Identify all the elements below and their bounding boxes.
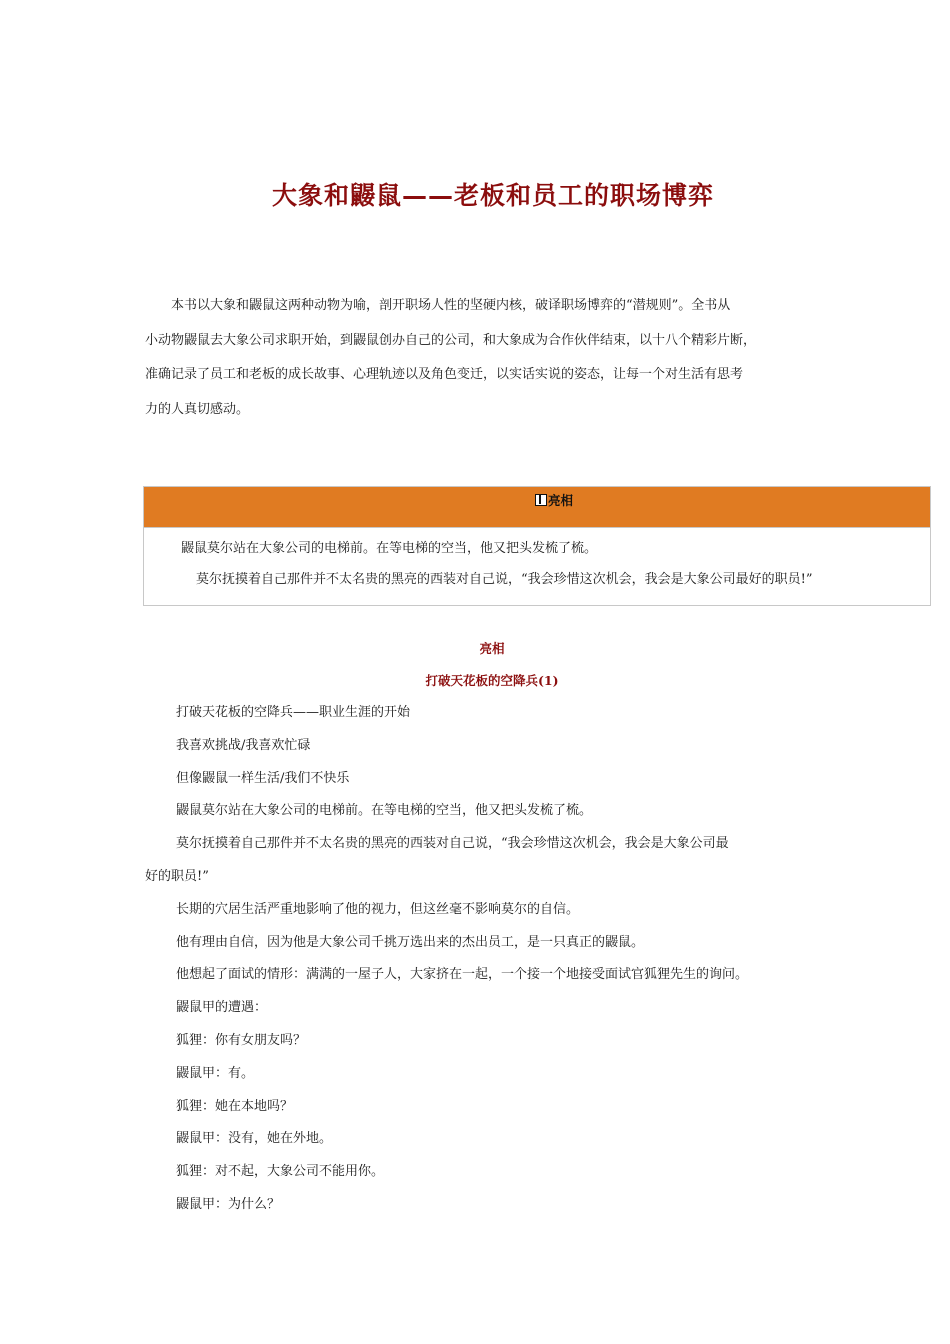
excerpt-box: [143, 486, 931, 606]
body-line: 好的职员!”: [145, 868, 209, 884]
body-line: 莫尔抚摸着自己那件并不太名贵的黑亮的西装对自己说，“我会珍惜这次机会，我会是大象公司最: [176, 836, 729, 852]
excerpt-line: 莫尔抚摸着自己那件并不太名贵的黑亮的西装对自己说，“我会珍惜这次机会，我会是大象公司最好的职员!”: [196, 572, 813, 587]
body-line: 他想起了面试的情形：满满的一屋子人，大家挤在一起，一个接一个地接受面试官狐狸先生的询问。: [176, 967, 749, 983]
body-line: 鼹鼠甲：有。: [176, 1065, 255, 1081]
section-heading: 亮相: [479, 641, 505, 656]
body-line: 狐狸：对不起，大象公司不能用你。: [176, 1164, 385, 1180]
body-text: [145, 697, 835, 1222]
intro-line: 小动物鼹鼠去大象公司求职开始，到鼹鼠创办自己的公司，和大象成为合作伙伴结束，以十八个精彩片断，: [145, 332, 757, 348]
body-line: 长期的穴居生活严重地影响了他的视力，但这丝毫不影响莫尔的自信。: [176, 901, 580, 917]
excerpt-box-header: [144, 487, 930, 528]
chapter-heading: 打破天花板的空降兵(1): [425, 673, 559, 688]
excerpt-box-title: [535, 491, 573, 509]
page-title: 大象和鼹鼠——老板和员工的职场博弈: [271, 181, 714, 210]
body-line: 我喜欢挑战/我喜欢忙碌: [176, 737, 311, 753]
excerpt-line: 鼹鼠莫尔站在大象公司的电梯前。在等电梯的空当，他又把头发梳了梳。: [181, 541, 598, 556]
body-line: 狐狸：你有女朋友吗？: [176, 1032, 307, 1048]
excerpt-box-body: [144, 528, 930, 595]
book-icon: [535, 494, 547, 506]
intro-paragraph: [145, 289, 835, 427]
body-line: 但像鼹鼠一样生活/我们不快乐: [176, 770, 350, 786]
body-line: 鼹鼠甲：为什么？: [176, 1196, 281, 1212]
body-line: 鼹鼠莫尔站在大象公司的电梯前。在等电梯的空当，他又把头发梳了梳。: [176, 803, 593, 819]
intro-line: 力的人真切感动。: [145, 401, 250, 417]
excerpt-box-title-text: 亮相: [548, 493, 574, 508]
body-line: 狐狸：她在本地吗？: [176, 1098, 294, 1114]
intro-line: 本书以大象和鼹鼠这两种动物为喻，剖开职场人性的坚硬内核，破译职场博弈的“潜规则”。全书从: [171, 298, 731, 313]
body-line: 他有理由自信，因为他是大象公司千挑万选出来的杰出员工，是一只真正的鼹鼠。: [176, 934, 645, 950]
body-line: 鼹鼠甲：没有，她在外地。: [176, 1131, 333, 1147]
intro-line: 准确记录了员工和老板的成长故事、心理轨迹以及角色变迁，以实话实说的姿态，让每一个对生活有思考: [145, 367, 744, 382]
body-line: 打破天花板的空降兵——职业生涯的开始: [176, 705, 411, 720]
body-line: 鼹鼠甲的遭遇：: [176, 1000, 268, 1016]
